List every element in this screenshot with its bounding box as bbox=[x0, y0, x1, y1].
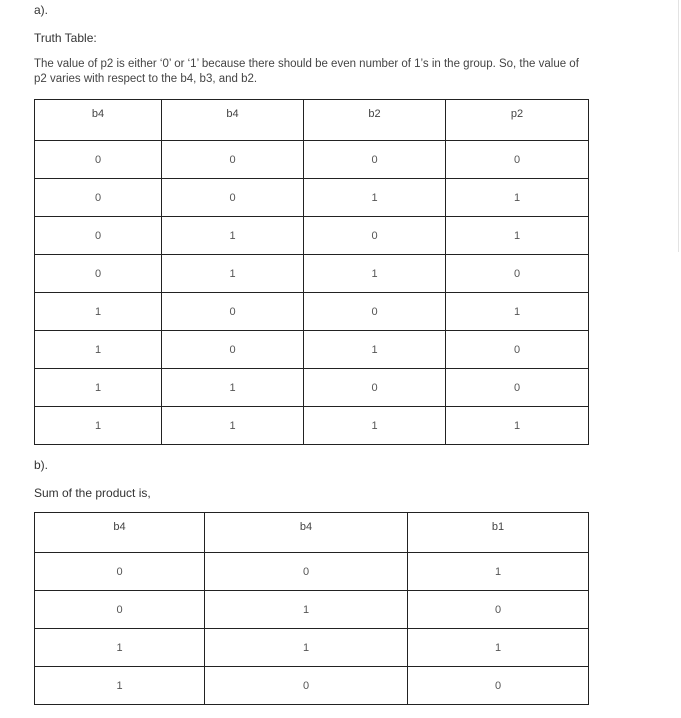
scrollbar-edge bbox=[678, 0, 679, 252]
table-cell: 1 bbox=[446, 407, 589, 445]
header-cell: b4 bbox=[35, 100, 162, 141]
truth-table-heading: Truth Table: bbox=[34, 31, 97, 45]
table-cell: 0 bbox=[446, 141, 589, 179]
table-cell: 1 bbox=[446, 293, 589, 331]
table-cell: 0 bbox=[35, 179, 162, 217]
table-cell: 1 bbox=[35, 629, 205, 667]
section-a-label: a). bbox=[34, 3, 49, 17]
table-row bbox=[35, 407, 589, 445]
table-cell: 1 bbox=[35, 293, 162, 331]
table-cell: 0 bbox=[35, 591, 205, 629]
table-cell: 0 bbox=[35, 553, 205, 591]
table-row bbox=[35, 591, 589, 629]
table-cell: 0 bbox=[35, 255, 162, 293]
table-cell: 1 bbox=[304, 331, 446, 369]
table-cell: 0 bbox=[205, 667, 408, 705]
sop-table-header-row bbox=[35, 513, 589, 553]
table-cell: 1 bbox=[205, 591, 408, 629]
table-cell: 1 bbox=[446, 217, 589, 255]
table-cell: 1 bbox=[408, 553, 589, 591]
table-cell: 1 bbox=[205, 629, 408, 667]
table-cell: 1 bbox=[35, 407, 162, 445]
table-cell: 1 bbox=[304, 407, 446, 445]
table-cell: 1 bbox=[162, 217, 304, 255]
table-cell: 0 bbox=[162, 141, 304, 179]
table-cell: 0 bbox=[446, 331, 589, 369]
truth-table bbox=[34, 99, 589, 445]
header-cell: b1 bbox=[408, 513, 589, 553]
table-cell: 0 bbox=[304, 141, 446, 179]
header-cell: b4 bbox=[162, 100, 304, 141]
table-row bbox=[35, 629, 589, 667]
table-row bbox=[35, 369, 589, 407]
table-cell: 1 bbox=[304, 255, 446, 293]
table-cell: 1 bbox=[35, 331, 162, 369]
table-cell: 0 bbox=[304, 369, 446, 407]
table-cell: 0 bbox=[408, 591, 589, 629]
table-row bbox=[35, 141, 589, 179]
table-cell: 1 bbox=[35, 369, 162, 407]
explanation-paragraph: The value of p2 is either ‘0’ or ‘1’ because there should be even number of 1’s in the group. So, the value of p2 varies with respect to the b4, b3, and b2. bbox=[34, 58, 579, 85]
table-cell: 1 bbox=[446, 179, 589, 217]
header-cell: b4 bbox=[35, 513, 205, 553]
section-b-label: b). bbox=[34, 458, 49, 472]
table-cell: 0 bbox=[162, 293, 304, 331]
table-cell: 1 bbox=[408, 629, 589, 667]
table-cell: 1 bbox=[304, 179, 446, 217]
table-cell: 0 bbox=[162, 179, 304, 217]
table-row bbox=[35, 553, 589, 591]
table-cell: 0 bbox=[35, 141, 162, 179]
table-cell: 0 bbox=[35, 217, 162, 255]
table-cell: 1 bbox=[162, 369, 304, 407]
table-cell: 1 bbox=[162, 407, 304, 445]
table-row bbox=[35, 217, 589, 255]
table-cell: 0 bbox=[304, 293, 446, 331]
header-cell: p2 bbox=[446, 100, 589, 141]
sum-of-product-table bbox=[34, 512, 589, 705]
truth-table-header-row bbox=[35, 100, 589, 141]
table-cell: 0 bbox=[446, 255, 589, 293]
header-cell: b4 bbox=[205, 513, 408, 553]
sop-heading: Sum of the product is, bbox=[34, 486, 151, 500]
table-cell: 0 bbox=[408, 667, 589, 705]
table-row bbox=[35, 293, 589, 331]
table-row bbox=[35, 179, 589, 217]
table-row bbox=[35, 331, 589, 369]
table-cell: 0 bbox=[446, 369, 589, 407]
table-cell: 0 bbox=[162, 331, 304, 369]
header-cell: b2 bbox=[304, 100, 446, 141]
table-cell: 1 bbox=[162, 255, 304, 293]
table-row bbox=[35, 255, 589, 293]
table-cell: 1 bbox=[35, 667, 205, 705]
table-cell: 0 bbox=[304, 217, 446, 255]
table-row bbox=[35, 667, 589, 705]
table-cell: 0 bbox=[205, 553, 408, 591]
